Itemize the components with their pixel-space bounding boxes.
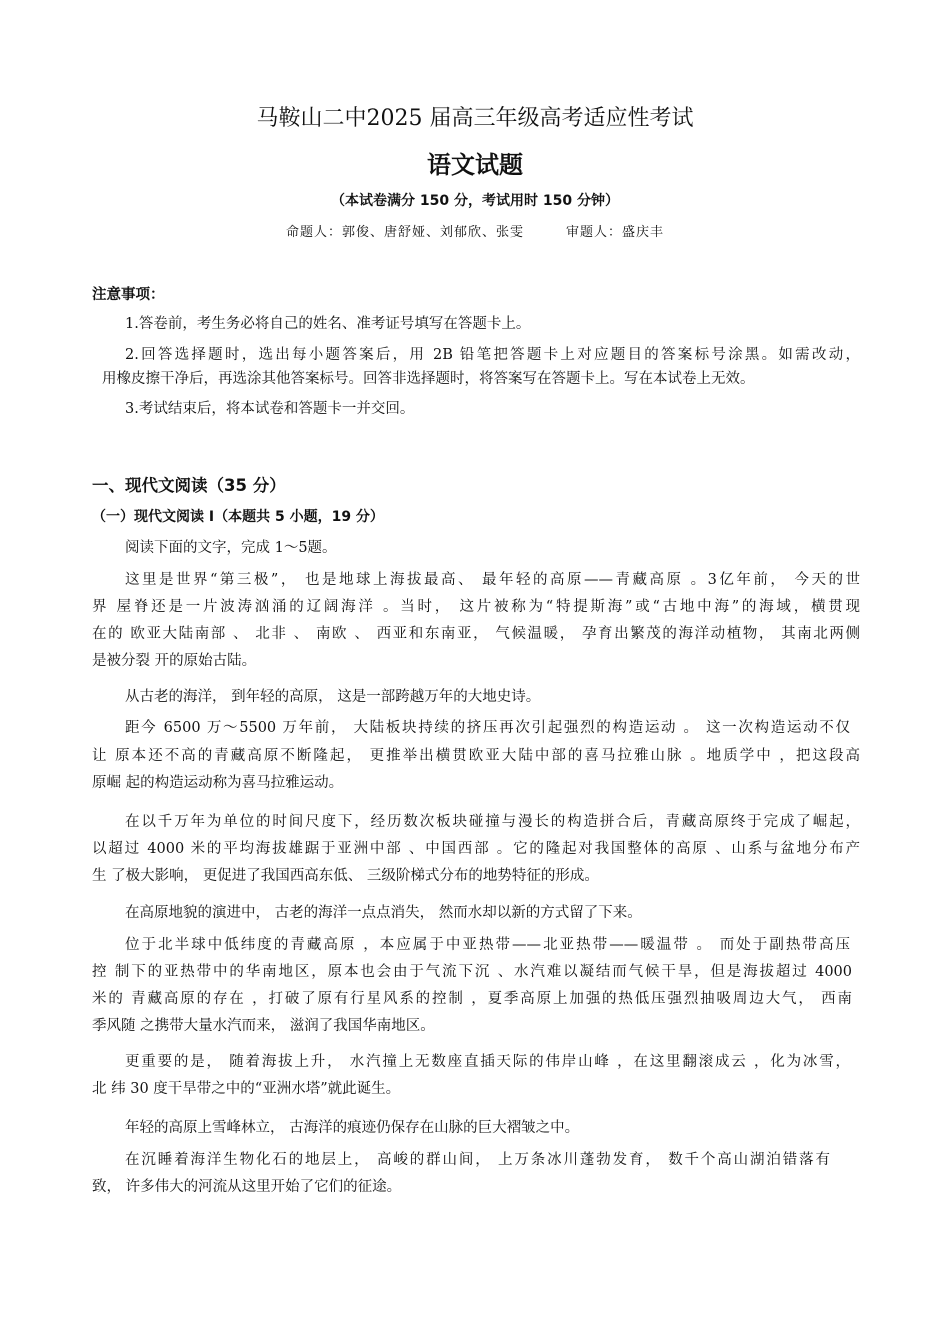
paragraph-line: 控 制下的亚热带中的华南地区，原本也会由于气流下沉 、水汽难以凝结而气候干旱，但是海拔超过 4000 bbox=[92, 964, 852, 980]
notice-item: 1.答卷前，考生务必将自己的姓名、准考证号填写在答题卡上。 bbox=[125, 316, 531, 332]
paragraph-line: 距今 6500 万～5500 万年前， 大陆板块持续的挤压再次引起强烈的构造运动 。 这一次构造运动不仅 bbox=[125, 720, 850, 736]
paragraph-line: 从古老的海洋， 到年轻的高原， 这是一部跨越万年的大地史诗。 bbox=[125, 689, 541, 705]
exam-title: 马鞍山二中2025 届高三年级高考适应性考试 bbox=[256, 106, 694, 131]
instruction: 阅读下面的文字，完成 1～5题。 bbox=[125, 540, 337, 556]
paragraph-line: 在以千万年为单位的时间尺度下，经历数次板块碰撞与漫长的构造拼合后，青藏高原终于完成了崛起， bbox=[125, 814, 860, 830]
subject-title: 语文试题 bbox=[427, 151, 523, 179]
paragraph-line: 生 了极大影响， 更促进了我国西高东低、 三级阶梯式分布的地势特征的形成。 bbox=[92, 868, 599, 884]
paragraph-line: 季风随 之携带大量水汽而来， 滋润了我国华南地区。 bbox=[92, 1018, 435, 1034]
paragraph-line: 致， 许多伟大的河流从这里开始了它们的征途。 bbox=[92, 1179, 402, 1195]
paragraph-line: 这里是世界“第三极”， 也是地球上海拔最高、 最年轻的高原——青藏高原 。3亿年前， 今天的世 bbox=[125, 572, 860, 588]
paragraph-line: 界 屋脊还是一片波涛汹涌的辽阔海洋 。当时， 这片被称为“特提斯海”或“古地中海”的海域，横贯现 bbox=[92, 599, 860, 615]
paragraph-line: 以超过 4000 米的平均海拔雄踞于亚洲中部 、中国西部 。它的隆起对我国整体的高原 、山系与盆地分布产 bbox=[92, 841, 860, 857]
notice-item: 2.回答选择题时，选出每小题答案后，用 2B 铅笔把答题卡上对应题目的答案标号涂黑。如需改动， bbox=[125, 347, 860, 363]
exam-note: （本试卷满分 150 分，考试用时 150 分钟） bbox=[331, 193, 619, 209]
paragraph-line: 让 原本还不高的青藏高原不断隆起， 更推举出横贯欧亚大陆中部的喜马拉雅山脉 。地质学中 ，把这段高 bbox=[92, 748, 860, 764]
paragraph-line: 在的 欧亚大陆南部 、 北非 、 南欧 、 西亚和东南亚， 气候温暖， 孕育出繁茂的海洋动植物， 其南北两侧 bbox=[92, 626, 860, 642]
section-subheading: （一）现代文阅读 Ⅰ（本题共 5 小题，19 分） bbox=[92, 509, 384, 525]
paragraph-line: 年轻的高原上雪峰林立， 古海洋的痕迹仍保存在山脉的巨大褶皱之中。 bbox=[125, 1120, 580, 1136]
paragraph-line: 是被分裂 开的原始古陆。 bbox=[92, 653, 257, 669]
paragraph-line: 位于北半球中低纬度的青藏高原 ，本应属于中亚热带——北亚热带——暖温带 。 而处于副热带高压 bbox=[125, 937, 850, 953]
paragraph-line: 米的 青藏高原的存在 ，打破了原有行星风系的控制 ，夏季高原上加强的热低压强烈抽吸周边大气， 西南 bbox=[92, 991, 852, 1007]
paragraph-line: 更重要的是， 随着海拔上升， 水汽撞上无数座直插天际的伟岸山峰 ，在这里翻滚成云 ，化为冰雪， bbox=[125, 1054, 850, 1070]
paragraph-line: 在沉睡着海洋生物化石的地层上， 高峻的群山间， 上万条冰川蓬勃发育， 数千个高山湖泊错落有 bbox=[125, 1152, 830, 1168]
exam-authors: 命题人：郭俊、唐舒娅、刘郁欣、张雯 审题人：盛庆丰 bbox=[285, 225, 664, 240]
section-heading: 一、现代文阅读（35 分） bbox=[92, 476, 286, 495]
paragraph-line: 北 纬 30 度干旱带之中的“亚洲水塔”就此诞生。 bbox=[92, 1081, 401, 1097]
paragraph-line: 在高原地貌的演进中， 古老的海洋一点点消失， 然而水却以新的方式留了下来。 bbox=[125, 905, 642, 921]
notice-item-cont: 用橡皮擦干净后，再选涂其他答案标号。回答非选择题时，将答案写在答题卡上。写在本试卷上无效。 bbox=[102, 371, 755, 387]
notice-heading: 注意事项： bbox=[92, 287, 165, 303]
paragraph-line: 原崛 起的构造运动称为喜马拉雅运动。 bbox=[92, 775, 344, 791]
notice-item: 3.考试结束后，将本试卷和答题卡一并交回。 bbox=[125, 401, 415, 417]
